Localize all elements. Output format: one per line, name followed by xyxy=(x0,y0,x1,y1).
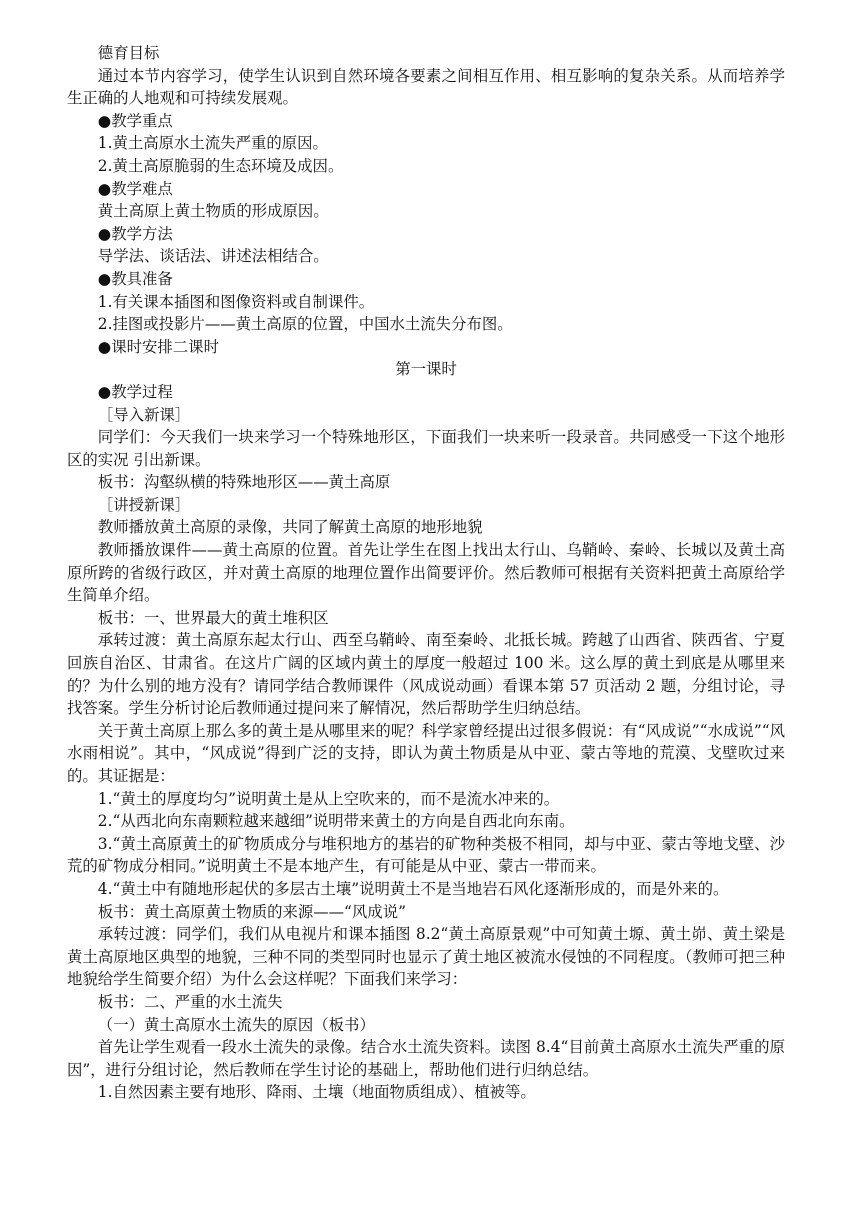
lesson-title: 第一课时 xyxy=(395,360,457,379)
paragraph-4: 关于黄土高原上那么多的黄土是从哪里来的呢？科学家曾经提出过很多假说：有“风成说”“水成说”“风水雨相说”。其中，“风成说”得到广泛的支持，即认为黄土物质是从中亚、蒙古等地的荒漠、戈壁吹过来的。其证据是： xyxy=(67,721,785,785)
method-text: 导学法、谈话法、讲述法相结合。 xyxy=(97,247,329,266)
key-item: 1.黄土高原水土流失严重的原因。 xyxy=(97,134,328,153)
difficult-text: 黄土高原上黄土物质的形成原因。 xyxy=(97,202,329,221)
board-note-1: 板书：沟壑纵横的特殊地形区——黄土高原 xyxy=(97,473,391,492)
method-heading: ●教学方法 xyxy=(97,224,173,243)
key-item: 2.黄土高原脆弱的生态环境及成因。 xyxy=(97,156,344,175)
board-note-2: 板书：一、世界最大的黄土堆积区 xyxy=(97,608,329,627)
paragraph-6: 首先让学生观看一段水土流失的录像。结合水土流失资料。读图 8.4“目前黄土高原水土流失严重的原因”，进行分组讨论，然后教师在学生讨论的基础上，帮助他们进行归纳总结。 xyxy=(67,1038,785,1079)
paragraph-2: 教师播放课件——黄土高原的位置。首先让学生在图上找出太行山、乌鞘岭、秦岭、长城以及黄土高原所跨的省级行政区，并对黄土高原的地理位置作出简要评价。然后教师可根据有关资料把黄土高原给学生简单介绍。 xyxy=(67,541,785,605)
evidence-item: 2.“从西北向东南颗粒越来越细”说明带来黄土的方向是自西北向东南。 xyxy=(97,812,575,831)
evidence-item: 1.“黄土的厚度均匀”说明黄土是从上空吹来的，而不是流水冲来的。 xyxy=(97,789,560,808)
paragraph-1: 教师播放黄土高原的录像，共同了解黄土高原的地形地貌 xyxy=(97,518,483,537)
teach-label: ［讲授新课］ xyxy=(97,495,191,514)
difficult-heading: ●教学难点 xyxy=(97,179,173,198)
schedule-line: ●课时安排二课时 xyxy=(97,337,219,356)
document-page xyxy=(67,42,785,1104)
sub-heading: （一）黄土高原水土流失的原因（板书） xyxy=(97,1015,375,1034)
moral-text: 通过本节内容学习，使学生认识到自然环境各要素之间相互作用、相互影响的复杂关系。从而培养学生正确的人地观和可持续发展观。 xyxy=(67,66,785,108)
tools-item: 1.有关课本插图和图像资料或自制课件。 xyxy=(97,292,375,311)
evidence-item: 4.“黄土中有随地形起伏的多层古土壤”说明黄土不是当地岩石风化逐渐形成的，而是外来的。 xyxy=(97,879,729,898)
paragraph-3: 承转过渡：黄土高原东起太行山、西至乌鞘岭、南至秦岭、北抵长城。跨越了山西省、陕西省、宁夏回族自治区、甘肃省。在这片广阔的区域内黄土的厚度一般超过 100 米。这么厚的黄土到底是从哪里来的？为什么别的地方没有？请同学结合教师课件（风成说动画）看课本第 57 页活动 2 题，分组讨论，寻找答案。学生分析讨论后教师通过提问来了解情况，然后帮助学生归纳总结。 xyxy=(67,631,785,718)
moral-heading: 德育目标 xyxy=(97,44,160,62)
board-note-3: 板书：黄土高原黄土物质的来源——“风成说” xyxy=(97,902,406,921)
tools-item: 2.挂图或投影片——黄土高原的位置，中国水土流失分布图。 xyxy=(97,315,513,334)
evidence-item: 3.“黄土高原黄土的矿物质成分与堆积地方的基岩的矿物种类极不相同，却与中亚、蒙古等地戈壁、沙荒的矿物成分相同。”说明黄土不是本地产生，有可能是从中亚、蒙古一带而来。 xyxy=(67,834,785,876)
tools-heading: ●教具准备 xyxy=(97,269,173,288)
paragraph-7: 1.自然因素主要有地形、降雨、土壤（地面物质组成）、植被等。 xyxy=(97,1083,536,1102)
process-heading: ●教学过程 xyxy=(97,382,173,401)
board-note-4: 板书：二、严重的水土流失 xyxy=(97,992,283,1011)
intro-label: ［导入新课］ xyxy=(97,405,191,424)
key-heading: ●教学重点 xyxy=(97,111,173,130)
intro-text: 同学们：今天我们一块来学习一个特殊地形区，下面我们一块来听一段录音。共同感受一下这个地形区的实况 引出新课。 xyxy=(67,428,785,469)
paragraph-5: 承转过渡：同学们，我们从电视片和课本插图 8.2“黄土高原景观”中可知黄土塬、黄土峁、黄土梁是黄土高原地区典型的地貌，三种不同的类型同时也显示了黄土地区被流水侵蚀的不同程度。（教师可把三种地貌给学生简要介绍）为什么会这样呢？下面我们来学习： xyxy=(67,925,785,989)
